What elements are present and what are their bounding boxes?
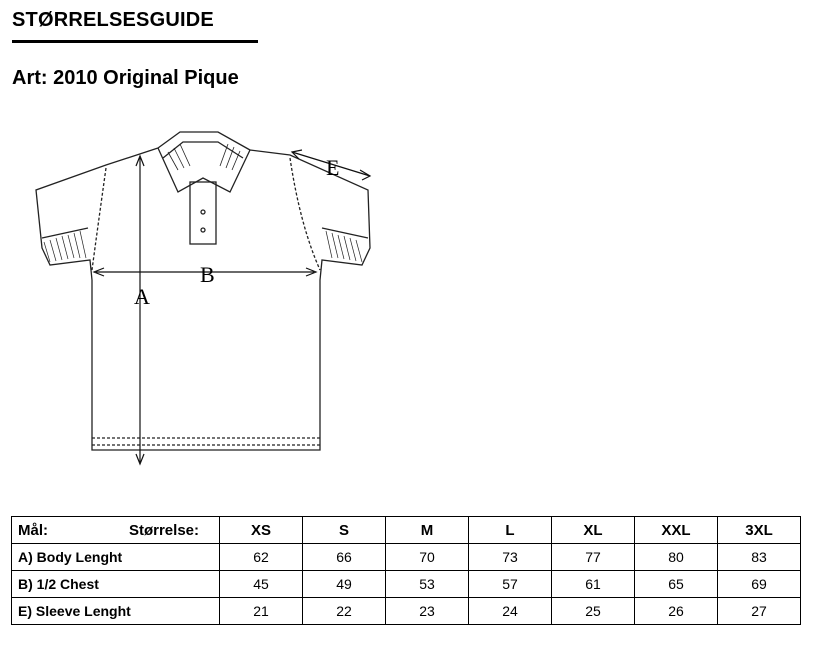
sleeve-label: E [326, 155, 340, 180]
row-label: E) Sleeve Lenght [12, 598, 220, 625]
title-underline [12, 40, 258, 43]
table-cell: 21 [220, 598, 303, 625]
table-cell: 80 [635, 544, 718, 571]
table-cell: 45 [220, 571, 303, 598]
row-label: A) Body Lenght [12, 544, 220, 571]
table-cell: 70 [386, 544, 469, 571]
size-header: XS [220, 517, 303, 544]
table-cell: 73 [469, 544, 552, 571]
table-cell: 69 [718, 571, 801, 598]
table-cell: 61 [552, 571, 635, 598]
polo-shirt-diagram [28, 120, 388, 480]
polo-shirt-drawing [28, 120, 388, 480]
header-measure-label: Mål: [18, 521, 48, 539]
table-cell: 25 [552, 598, 635, 625]
table-cell: 65 [635, 571, 718, 598]
table-cell: 62 [220, 544, 303, 571]
table-cell: 49 [303, 571, 386, 598]
table-cell: 53 [386, 571, 469, 598]
table-row [12, 544, 801, 571]
size-header: M [386, 517, 469, 544]
table-cell: 77 [552, 544, 635, 571]
table-cell: 83 [718, 544, 801, 571]
table-cell: 57 [469, 571, 552, 598]
size-header: L [469, 517, 552, 544]
header-size-label: Størrelse: [128, 521, 199, 539]
article-name: Art: 2010 Original Pique [12, 67, 239, 89]
length-label: A [134, 284, 150, 309]
table-cell: 23 [386, 598, 469, 625]
table-cell: 24 [469, 598, 552, 625]
size-header: XXL [635, 517, 718, 544]
chest-label: B [200, 262, 215, 287]
table-row [12, 571, 801, 598]
header-label-cell [12, 517, 220, 544]
size-header: S [303, 517, 386, 544]
page-title: STØRRELSESGUIDE [12, 9, 214, 31]
table-cell: 22 [303, 598, 386, 625]
table-cell: 27 [718, 598, 801, 625]
size-table [11, 516, 801, 625]
table-cell: 26 [635, 598, 718, 625]
size-header: XL [552, 517, 635, 544]
table-header-row [12, 517, 801, 544]
size-header: 3XL [718, 517, 801, 544]
table-cell: 66 [303, 544, 386, 571]
row-label: B) 1/2 Chest [12, 571, 220, 598]
table-row [12, 598, 801, 625]
